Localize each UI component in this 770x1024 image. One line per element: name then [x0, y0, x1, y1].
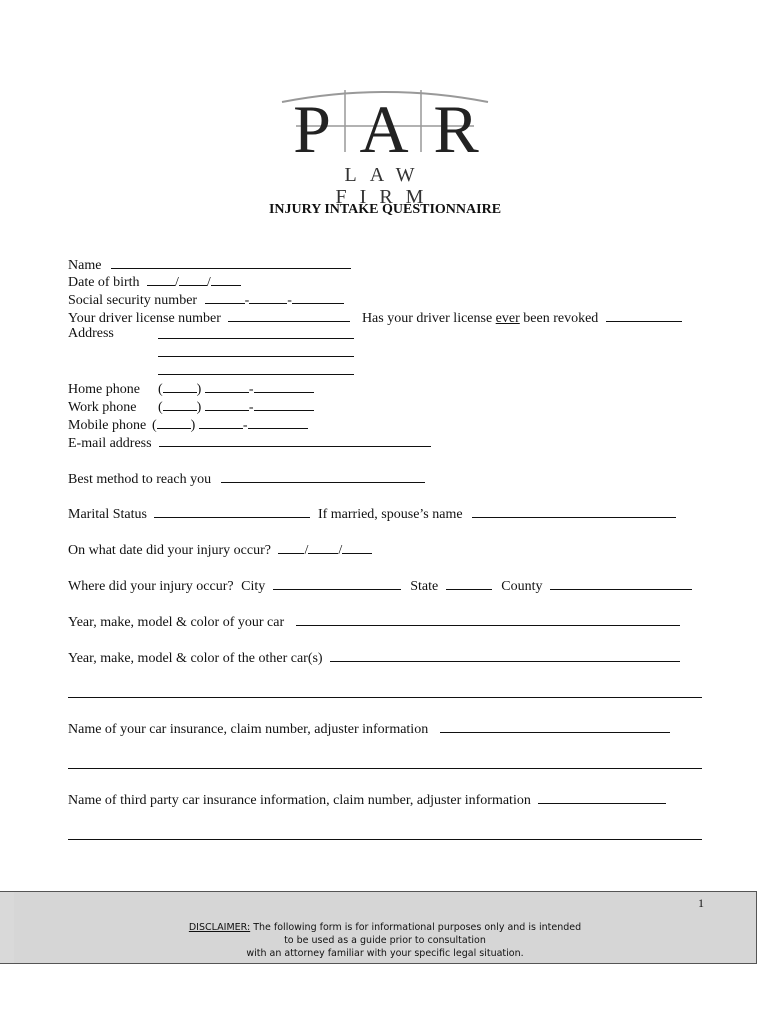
work-prefix[interactable] — [205, 397, 249, 411]
disclaimer-line-3: with an attorney familiar with your specific legal situation. — [246, 948, 524, 959]
field-your-insurance[interactable] — [68, 719, 670, 739]
dob-month[interactable] — [147, 272, 175, 286]
home-number[interactable] — [254, 379, 314, 393]
disclaimer — [0, 921, 770, 960]
field-injury-where[interactable] — [68, 576, 692, 596]
spouse-label: If married, spouse’s name — [317, 507, 463, 522]
injury-day[interactable] — [308, 540, 338, 554]
logo-letter-a: A — [359, 91, 409, 158]
logo-subtitle: LAW FIRM — [335, 164, 437, 208]
revoked-post: been revoked — [523, 311, 599, 326]
firm-logo — [278, 88, 492, 208]
page-number: 1 — [698, 896, 704, 910]
field-dob[interactable]: Date of birth / / — [68, 272, 241, 292]
address-line-2[interactable] — [158, 343, 354, 357]
disclaimer-line-2: to be used as a guide prior to consultation — [284, 935, 486, 946]
work-number[interactable] — [254, 397, 314, 411]
state-label: State — [410, 579, 439, 594]
county-label: County — [501, 579, 543, 594]
field-injury-date[interactable]: On what date did your injury occur? / / — [68, 540, 372, 560]
third-party-label: Name of third party car insurance information, claim number, adjuster information — [68, 793, 531, 808]
email-label: E-mail address — [68, 436, 152, 451]
best-method-label: Best method to reach you — [68, 472, 212, 487]
field-third-party[interactable] — [68, 790, 666, 810]
name-line[interactable] — [111, 255, 351, 269]
mobile-number[interactable] — [248, 415, 308, 429]
field-marital[interactable] — [68, 504, 676, 524]
injury-month[interactable] — [278, 540, 304, 554]
ssn-part3[interactable] — [292, 290, 344, 304]
mobile-prefix[interactable] — [199, 415, 243, 429]
injury-where-label: Where did your injury occur? — [68, 579, 234, 594]
field-other-car[interactable] — [68, 648, 680, 668]
dob-year[interactable] — [211, 272, 241, 286]
logo-mark — [278, 88, 492, 158]
dob-day[interactable] — [179, 272, 207, 286]
your-car-line[interactable] — [296, 612, 680, 626]
email-line[interactable] — [159, 433, 431, 447]
other-car-line-2[interactable] — [68, 697, 702, 698]
injury-year[interactable] — [342, 540, 372, 554]
dob-label: Date of birth — [68, 275, 140, 290]
field-mobile-phone[interactable]: Mobile phone ( ) - — [68, 415, 308, 435]
ssn-label: Social security number — [68, 293, 198, 308]
address-label: Address — [68, 326, 114, 341]
your-insurance-line[interactable] — [440, 719, 670, 733]
your-insurance-label: Name of your car insurance, claim number, adjuster information — [68, 722, 429, 737]
revoked-label — [362, 311, 598, 326]
third-party-line[interactable] — [538, 790, 666, 804]
field-email[interactable] — [68, 433, 431, 453]
logo-letter-p: P — [293, 91, 331, 158]
field-home-phone[interactable]: Home phone ( ) - — [68, 379, 314, 399]
page-title: INJURY INTAKE QUESTIONNAIRE — [268, 202, 502, 217]
disclaimer-label: DISCLAIMER: — [188, 922, 251, 933]
work-phone-label: Work phone — [68, 400, 137, 415]
other-car-label: Year, make, model & color of the other car(s) — [68, 651, 323, 666]
city-label: City — [241, 579, 266, 594]
third-party-line-2[interactable] — [68, 839, 702, 840]
ssn-part2[interactable] — [249, 290, 287, 304]
logo-letter-r: R — [433, 91, 479, 158]
marital-label: Marital Status — [68, 507, 147, 522]
ssn-part1[interactable] — [205, 290, 245, 304]
county-line[interactable] — [550, 576, 692, 590]
home-prefix[interactable] — [205, 379, 249, 393]
field-best-method[interactable] — [68, 469, 425, 489]
field-your-car[interactable] — [68, 612, 680, 632]
home-phone-label: Home phone — [68, 382, 140, 397]
revoked-line[interactable] — [606, 308, 682, 322]
work-area[interactable] — [163, 397, 197, 411]
revoked-ever: ever — [495, 311, 520, 326]
license-line[interactable] — [228, 308, 350, 322]
disclaimer-text-1: The following form is for informational purposes only and is intended — [253, 922, 582, 933]
state-line[interactable] — [446, 576, 492, 590]
disclaimer-line-1 — [0, 921, 770, 934]
mobile-area[interactable] — [157, 415, 191, 429]
marital-line[interactable] — [154, 504, 310, 518]
your-car-label: Year, make, model & color of your car — [68, 615, 285, 630]
other-car-line[interactable] — [330, 648, 680, 662]
spouse-line[interactable] — [472, 504, 676, 518]
home-area[interactable] — [163, 379, 197, 393]
city-line[interactable] — [273, 576, 401, 590]
revoked-pre: Has your driver license — [361, 311, 493, 326]
your-insurance-line-2[interactable] — [68, 768, 702, 769]
field-work-phone[interactable]: Work phone ( ) - — [68, 397, 314, 417]
mobile-phone-label: Mobile phone — [68, 418, 147, 433]
name-label: Name — [68, 258, 102, 273]
address-line-1[interactable] — [158, 325, 354, 339]
injury-date-label: On what date did your injury occur? — [68, 543, 271, 558]
license-label: Your driver license number — [68, 311, 221, 326]
field-ssn[interactable]: Social security number - - — [68, 290, 344, 310]
address-line-3[interactable] — [158, 361, 354, 375]
best-method-line[interactable] — [221, 469, 425, 483]
